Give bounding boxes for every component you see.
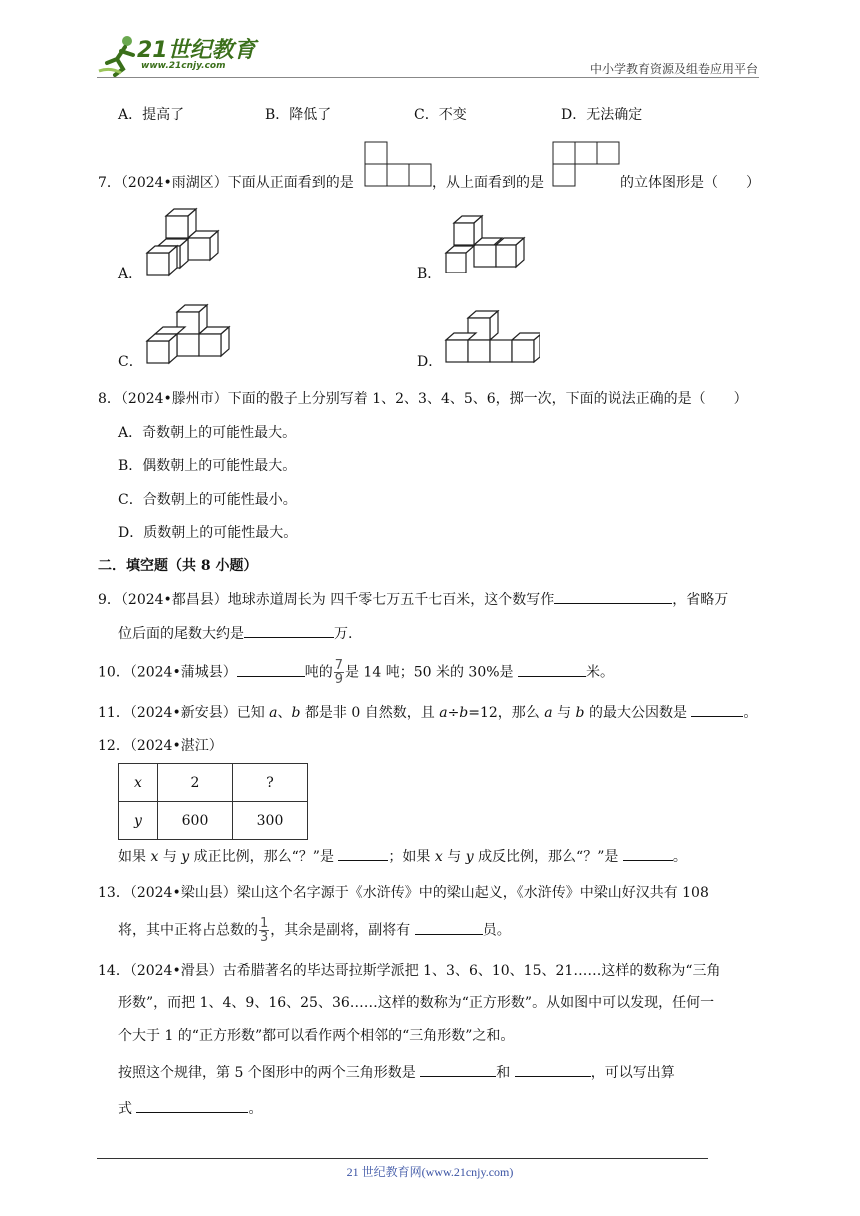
q14-line5 (118, 1098, 262, 1119)
table-cell: 2 (158, 764, 233, 802)
answer-blank[interactable] (554, 589, 672, 604)
q9-line1 (98, 589, 728, 610)
q7-option-d-figure (444, 310, 540, 366)
q10-text: 吨的 (304, 664, 333, 681)
var-a: a (269, 705, 278, 721)
q7-mid: ，从上面看到的是 (432, 175, 544, 191)
q9-text: 9．（2024•都昌县）地球赤道周长为 四千零七万五千七百米，这个数写作 (98, 592, 555, 608)
table-row (119, 802, 308, 840)
q12-text: 如果 (118, 849, 146, 865)
q11-text: 11．（2024•新安县）已知 (98, 705, 265, 721)
q9-text: 万. (334, 626, 353, 642)
numerator: 1 (260, 916, 269, 931)
section-title: 二．填空题（共 8 小题） (98, 558, 258, 574)
q6-option-c: C．不变 (414, 107, 467, 123)
var-a: a (544, 705, 553, 721)
table-cell: y (119, 802, 158, 840)
q12-text: 与 (447, 849, 462, 865)
logo-url: www.21cnjy.com (141, 61, 226, 71)
q7-front-view-figure (364, 141, 432, 187)
var-b: b (575, 705, 585, 721)
q8-stem: 8．（2024•滕州市）下面的骰子上分别写着 1、2、3、4、5、6，掷一次，下面的说法正确的是（ ） (98, 391, 748, 407)
q12-text: 。 (672, 849, 687, 865)
q10-text: 是 14 吨；50 米的 30%是 (344, 664, 514, 681)
answer-blank[interactable] (515, 1062, 591, 1077)
q14-text: 和 (496, 1065, 511, 1081)
q7-option-c-label: C． (118, 354, 143, 370)
q12-text: 成正比例，那么“？”是 (193, 849, 334, 865)
answer-blank[interactable] (518, 662, 586, 677)
q7-option-b-label: B． (417, 266, 442, 282)
q7-option-c-figure (145, 302, 235, 366)
var-b: b (291, 705, 301, 721)
answer-blank[interactable] (338, 846, 388, 861)
q6-option-a: A．提高了 (118, 107, 185, 123)
var-y: y (181, 849, 190, 865)
q10-text: 10．（2024•蒲城县） (98, 664, 237, 681)
q12-text: 与 (162, 849, 177, 865)
answer-blank[interactable] (623, 846, 673, 861)
var-y: y (465, 849, 474, 865)
q7-suffix: 的立体图形是（ ） (620, 175, 760, 191)
answer-blank[interactable] (237, 662, 305, 677)
q12-text: 成反比例，那么“？”是 (478, 849, 619, 865)
q6-option-b: B．降低了 (265, 107, 332, 123)
q13-text: 将，其中正将占总数的 (118, 922, 258, 939)
var-x: x (434, 849, 443, 865)
q10-line (98, 659, 614, 686)
q13-line1: 13．（2024•梁山县）梁山这个名字源于《水浒传》中的梁山起义，《水浒传》中梁山好汉共有 108 (98, 885, 709, 901)
xy-table (118, 763, 308, 840)
header-divider (97, 77, 759, 78)
q13-line2 (118, 917, 511, 944)
numerator: 7 (334, 658, 343, 673)
q14-text: 。 (248, 1101, 263, 1117)
q14-line3: 个大于 1 的“正方形数”都可以看作两个相邻的“三角形数”之和。 (118, 1028, 515, 1044)
q10-text: 米。 (585, 664, 614, 681)
q11-text: 的最大公因数是 (588, 705, 687, 721)
table-cell: ? (233, 764, 308, 802)
fraction-1-3 (259, 917, 269, 944)
fraction-7-9 (334, 659, 344, 686)
q9-text: ，省略万 (672, 592, 729, 608)
q14-text: 式 (118, 1101, 132, 1117)
q11-text: 、 (277, 705, 292, 721)
var-a: a (439, 705, 448, 721)
q11-line (98, 702, 757, 723)
q8-option-a: A．奇数朝上的可能性最大。 (118, 425, 297, 441)
q11-text: 与 (557, 705, 572, 721)
q8-option-b: B．偶数朝上的可能性最大。 (118, 458, 297, 474)
q14-text: ，可以写出算 (590, 1065, 675, 1081)
runner-logo-icon (97, 33, 141, 77)
q7-option-b-figure (444, 213, 528, 273)
q13-text: 员。 (482, 922, 511, 939)
var-b: b (459, 705, 469, 721)
q6-option-d: D．无法确定 (561, 107, 643, 123)
table-cell: 600 (158, 802, 233, 840)
q14-line1: 14．（2024•滑县）古希腊著名的毕达哥拉斯学派把 1、3、6、10、15、21……这样的数称为“三角 (98, 963, 721, 979)
q11-text: 。 (743, 705, 758, 721)
denominator: 9 (334, 672, 343, 687)
footer-divider (97, 1158, 708, 1159)
q7-option-a-figure (145, 206, 223, 278)
q7-top-view-figure (552, 141, 620, 187)
q13-text: ，其余是副将，副将有 (270, 922, 411, 939)
answer-blank[interactable] (420, 1062, 496, 1077)
q14-line2: 形数”，而把 1、4、9、16、25、36……这样的数称为“正方形数”。从如图中可以发现，任何一 (118, 995, 715, 1011)
q8-option-c: C．合数朝上的可能性最小。 (118, 492, 297, 508)
answer-blank[interactable] (691, 702, 743, 717)
q12-text: ；如果 (388, 849, 431, 865)
answer-blank[interactable] (244, 623, 334, 638)
table-cell: x (119, 764, 158, 802)
footer-text: 21 世纪教育网(www.21cnjy.com) (346, 1165, 514, 1179)
denominator: 3 (260, 930, 269, 945)
var-x: x (150, 849, 159, 865)
table-row (119, 764, 308, 802)
q8-option-d: D．质数朝上的可能性最大。 (118, 525, 298, 541)
q11-text: =12，那么 (468, 705, 540, 721)
q11-text: 都是非 0 自然数，且 (304, 705, 435, 721)
q14-line4 (118, 1062, 675, 1083)
answer-blank[interactable] (136, 1098, 248, 1113)
q7-option-a-label: A． (118, 266, 143, 282)
q7-option-d-label: D． (417, 354, 443, 370)
table-cell: 300 (233, 802, 308, 840)
q14-text: 按照这个规律，第 5 个图形中的两个三角形数是 (118, 1065, 416, 1081)
logo (97, 33, 262, 77)
q11-text: ÷ (447, 705, 460, 721)
answer-blank[interactable] (415, 920, 483, 935)
q9-text: 位后面的尾数大约是 (118, 626, 244, 642)
q12-stem: 12．（2024•湛江） (98, 738, 223, 754)
logo-text: 21世纪教育 (137, 38, 256, 63)
q7-prefix: 7．（2024•雨湖区）下面从正面看到的是 (98, 175, 354, 191)
q9-line2 (118, 623, 352, 644)
platform-title: 中小学教育资源及组卷应用平台 (589, 62, 758, 76)
q12-line (118, 846, 687, 867)
